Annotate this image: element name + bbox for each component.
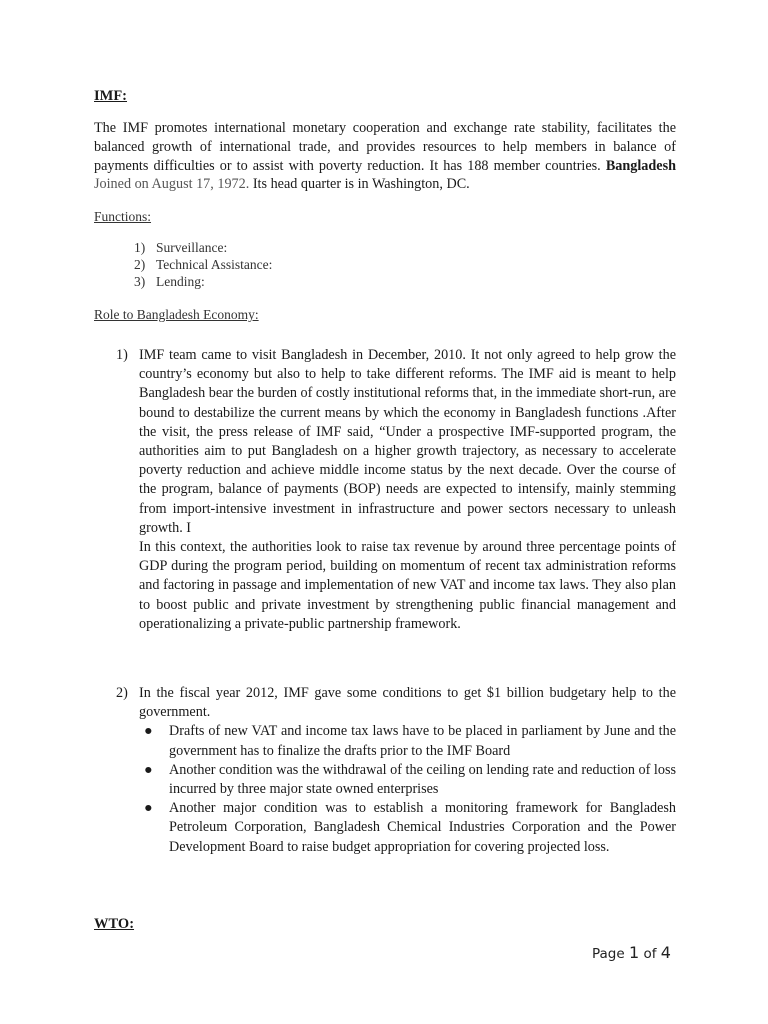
role-item-1-paragraph-2: In this context, the authorities look to raise tax revenue by around three percentage points of GDP during the program period, building on momentum of recent tax administration reforms and factoring in passage and implementation of new VAT and income tax laws. They also plan to boost public and private investment by strengthening public financial management and operationalizing a private-public partnership framework.: [139, 539, 676, 632]
role-item-2: [116, 684, 676, 857]
role-item-number: 2): [116, 685, 128, 701]
functions-list-item: 1) Surveillance:: [134, 240, 228, 255]
imf-intro-main: The IMF promotes international monetary cooperation and exchange rate stability, facilitates the balanced growth of international trade, and provides resources to help members in balance of payments difficulties or to assist with poverty reduction. It has 188 member countries.: [94, 120, 676, 174]
role-item-1: [116, 346, 676, 634]
condition-item: ● Drafts of new VAT and income tax laws have to be placed in parliament by June and the government has to finalize the drafts prior to the IMF Board: [144, 723, 676, 759]
functions-list-item: 2) Technical Assistance:: [134, 256, 273, 272]
imf-intro-paragraph: [94, 119, 676, 194]
role-item-1-paragraph-1: IMF team came to visit Bangladesh in December, 2010. It not only agreed to help grow the country’s economy but also to help to take different reforms. The IMF aid is meant to help Bangladesh bear the burden of costly institutional reforms that, in the immediate short-run, are bound to destabilize the current means by which the economy in Bangladesh functions .After the visit, the press release of IMF said, “Under a prospective IMF-supported program, the authorities aim to put Bangladesh on a higher growth trajectory, as necessary to accelerate poverty reduction and achieve middle income status by the next decade. Over the course of the program, balance of payments (BOP) needs are expected to intensify, mainly stemming from import-intensive investment in infrastructure and power sectors necessary to unleash growth. I: [139, 347, 677, 536]
imf-intro-joined: Joined on August 17, 1972.: [94, 176, 250, 193]
functions-list-item: 3) Lending:: [134, 273, 205, 289]
bullet-dot-icon: ●: [144, 761, 153, 778]
bullet-dot-icon: ●: [144, 800, 153, 817]
imf-heading: IMF:: [94, 88, 128, 104]
role-heading: Role to Bangladesh Economy:: [94, 307, 259, 322]
wto-heading: WTO:: [94, 916, 135, 932]
conditions-list: [139, 722, 676, 856]
functions-heading: Functions:: [94, 209, 152, 224]
condition-item: ● Another major condition was to establish a monitoring framework for Bangladesh Petroleum Corporation, Bangladesh Chemical Industries Corporation and the Power Development Board to raise budget appropriation for covering projected loss.: [144, 800, 676, 855]
bullet-dot-icon: ●: [144, 723, 153, 740]
page-number-footer: Page 1 of 4: [592, 943, 671, 962]
functions-list: [134, 240, 272, 290]
imf-intro-hq: Its head quarter is in Washington, DC.: [252, 176, 470, 193]
condition-item: ● Another condition was the withdrawal of the ceiling on lending rate and reduction of loss incurred by three major state owned enterprises: [144, 761, 676, 798]
role-item-number: 1): [116, 347, 128, 363]
role-item-2-paragraph: In the fiscal year 2012, IMF gave some conditions to get $1 billion budgetary help to the government.: [139, 685, 676, 721]
imf-intro-bangladesh: Bangladesh: [605, 157, 677, 174]
